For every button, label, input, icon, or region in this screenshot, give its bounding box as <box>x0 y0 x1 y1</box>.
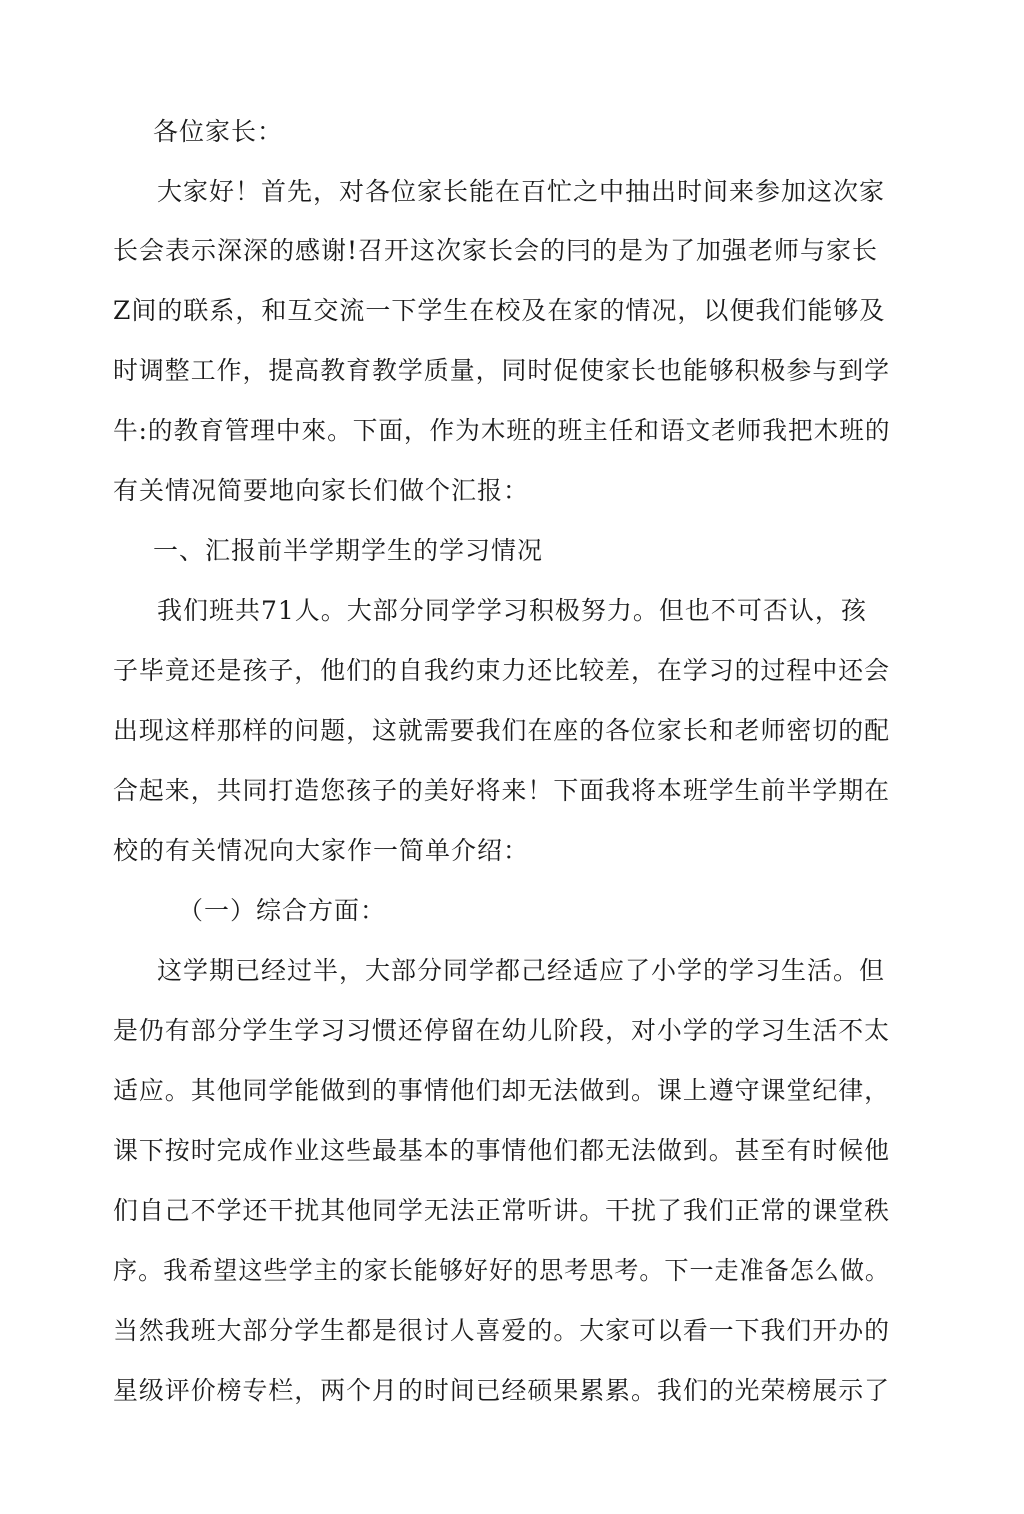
paragraph-line: 课下按时完成作业这些最基本的事情他们都无法做到。甚至有时候他 <box>113 1136 891 1165</box>
paragraph-line: 们自己不学还干扰其他同学无法正常听讲。干扰了我们正常的课堂秩 <box>113 1196 891 1225</box>
paragraph-line: 校的有关情况向大家作一简单介绍： <box>113 836 530 865</box>
paragraph-line: 我们班共71人。大部分同学学习积极努力。但也不可否认，孩 <box>157 596 867 625</box>
paragraph-line: 有关情况简要地向家长们做个汇报： <box>113 476 530 505</box>
subsection-heading: （一）综合方面： <box>178 896 387 925</box>
paragraph-line: 子毕竟还是孩子，他们的自我约束力还比较差，在学习的过程中还会 <box>113 656 891 685</box>
paragraph-line: 星级评价榜专栏，两个月的时间已经硕果累累。我们的光荣榜展示了 <box>113 1376 891 1405</box>
salutation: 各位家长： <box>153 117 284 146</box>
paragraph-line: 时调整工作，提高教育教学质量，同时促使家长也能够积极参与到学 <box>113 356 891 385</box>
paragraph-line: 牛:的教育管理中來。下面，作为木班的班主任和语文老师我把木班的 <box>113 416 891 445</box>
paragraph-line: 长会表示深深的感谢!召开这次家长会的冃的是为了加强老师与家长 <box>113 236 879 265</box>
paragraph-line: 大家好！首先，对各位家长能在百忙之中抽出时间来参加这次家 <box>157 177 886 206</box>
paragraph-line: Z间的联系，和互交流一下学生在校及在家的情况，以便我们能够及 <box>113 296 886 325</box>
paragraph-line: 当然我班大部分学生都是很讨人喜爱的。大家可以看一下我们开办的 <box>113 1316 891 1345</box>
paragraph-line: 这学期已经过半，大部分同学都己经适应了小学的学习生活。但 <box>157 956 886 985</box>
paragraph-line: 合起来，共同打造您孩子的美好将来！下面我将本班学生前半学期在 <box>113 776 891 805</box>
paragraph-line: 适应。其他同学能做到的事情他们却无法做到。课上遵守课堂纪律， <box>113 1076 891 1105</box>
paragraph-line: 出现这样那样的问题，这就需要我们在座的各位家长和老师密切的配 <box>113 716 891 745</box>
paragraph-line: 序。我希望这些学主的家长能够好好的思考思考。下一走准备怎么做。 <box>113 1256 890 1285</box>
section-heading: 一、汇报前半学期学生的学习情况 <box>153 536 544 565</box>
paragraph-line: 是仍有部分学生学习习惯还停留在幼儿阶段，对小学的学习生活不太 <box>113 1016 891 1045</box>
